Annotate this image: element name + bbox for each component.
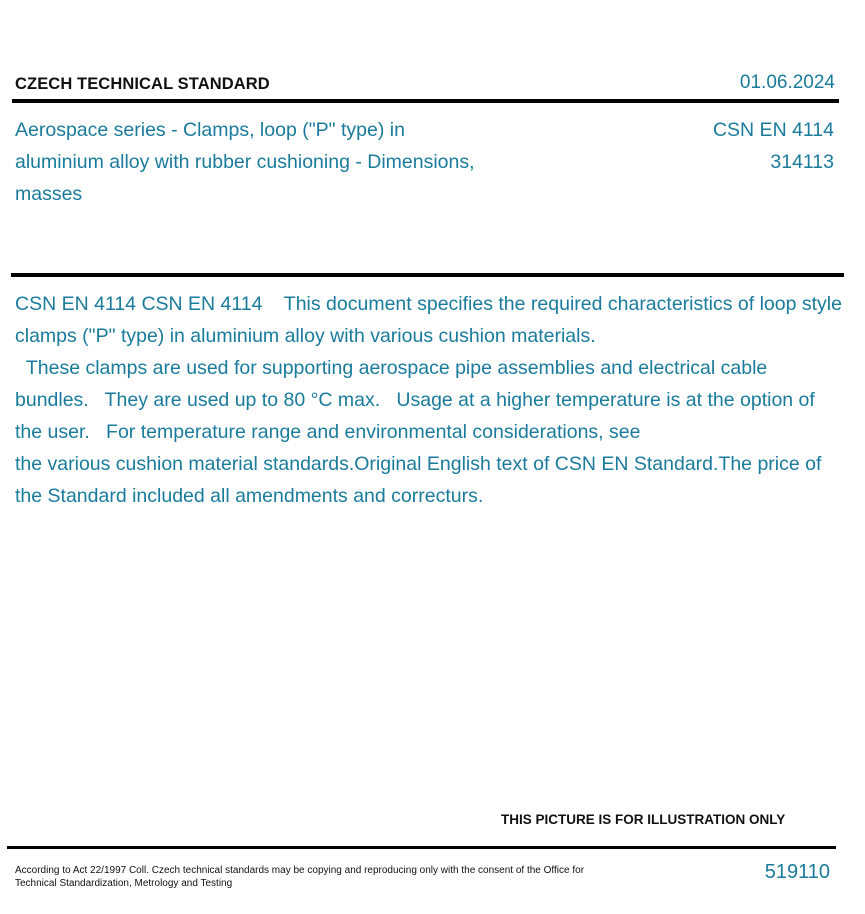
footer-divider [7, 846, 836, 849]
publication-date: 01.06.2024 [739, 72, 835, 93]
legal-notice: According to Act 22/1997 Coll. Czech technical standards may be copying and reproducing only with the consent of the Office for Technical Standardization, Metrology and Testing [15, 865, 585, 889]
catalog-code: 519110 [764, 861, 830, 883]
document-type-label: CZECH TECHNICAL STANDARD [15, 75, 270, 93]
abstract-text: CSN EN 4114 CSN EN 4114 This document specifies the required characteristics of loop style clamps ("P" type) in aluminium alloy with various cushion materials. These clamps are used for supporting aerospace pipe assemblies and electrical cable bundles. They are used up to 80 °C max. Usage at a higher temperature is at the option of the user. For temperature range and environmental considerations, see the various cushion material standards.Original English text of CSN EN Standard.The price of the Standard included all amendments and correcturs. [15, 293, 842, 507]
standard-number: CSN EN 4114 [712, 119, 834, 141]
standard-title: Aerospace series - Clamps, loop ("P" type) in aluminium alloy with rubber cushioning - Dimensions, masses [15, 119, 475, 205]
header-divider [12, 99, 839, 103]
illustration-note: THIS PICTURE IS FOR ILLUSTRATION ONLY [501, 812, 786, 827]
classification-code: 314113 [770, 151, 834, 173]
section-divider [11, 273, 844, 277]
